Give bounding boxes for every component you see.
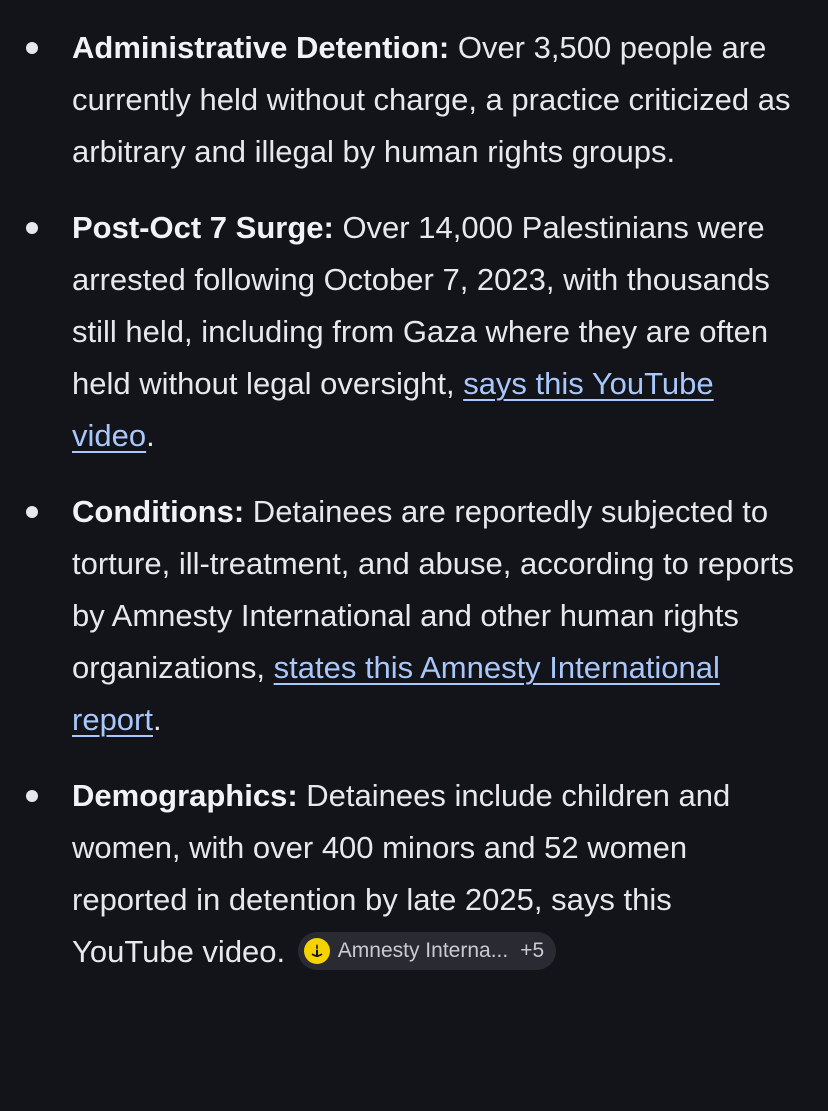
- item-term: Conditions:: [72, 494, 245, 529]
- list-item-demographics: [0, 770, 828, 978]
- item-text-end: .: [152, 702, 162, 737]
- bullet-dot: [26, 222, 38, 234]
- bullet-dot: [26, 506, 38, 518]
- item-term: Administrative Detention:: [72, 30, 450, 65]
- item-term: Demographics:: [72, 778, 298, 813]
- youtube-video-link[interactable]: says this YouTube video: [72, 366, 714, 453]
- bullet-dot: [26, 42, 38, 54]
- item-text: Detainees include children and women, with over 400 minors and 52 women reported in detention by late 2025, says this YouTube video.: [72, 778, 731, 969]
- item-text-end: .: [146, 418, 155, 453]
- item-text: Over 3,500 people are currently held without charge, a practice criticized as arbitrary and illegal by human rights groups.: [72, 30, 791, 169]
- amnesty-candle-icon: [304, 938, 330, 964]
- amnesty-report-link[interactable]: states this Amnesty International report: [72, 650, 720, 737]
- item-text: Detainees are reportedly subjected to torture, ill-treatment, and abuse, according to reports by Amnesty International and other human rights organizations,: [72, 494, 794, 685]
- source-chip-label: Amnesty Interna...: [337, 938, 509, 962]
- list-item-conditions: [0, 486, 828, 746]
- list-item-administrative-detention: [0, 22, 828, 178]
- item-text: Over 14,000 Palestinians were arrested following October 7, 2023, with thousands still held, including from Gaza where they are often held without legal oversight,: [72, 210, 770, 401]
- item-term: Post-Oct 7 Surge:: [72, 210, 334, 245]
- source-chip[interactable]: [298, 932, 556, 970]
- list-item-post-oct-7-surge: [0, 202, 828, 462]
- bullet-dot: [26, 790, 38, 802]
- source-chip-count: +5: [520, 938, 545, 962]
